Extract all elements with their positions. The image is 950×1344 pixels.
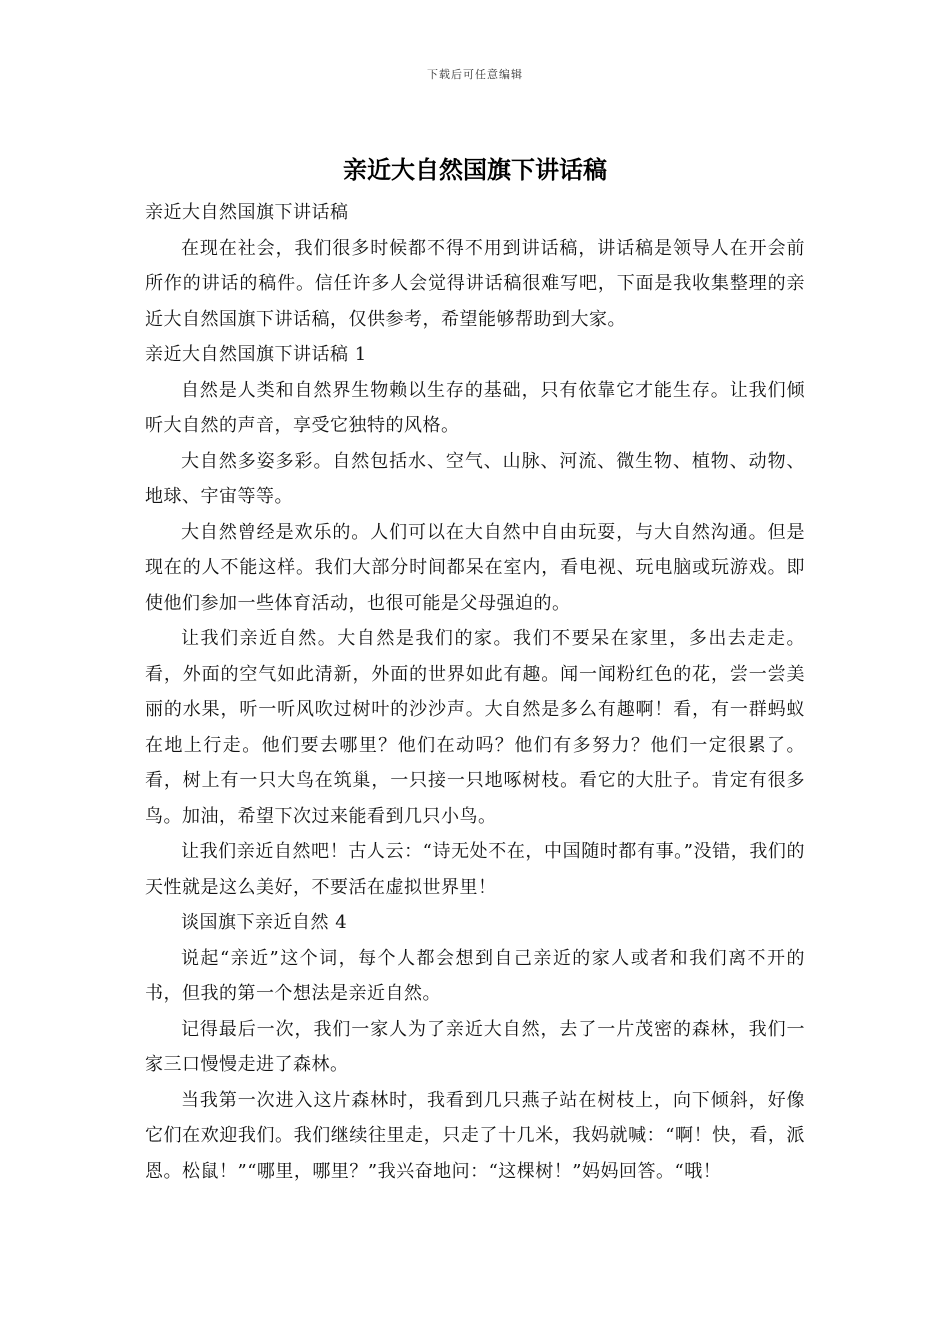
paragraph: 说起“亲近”这个词，每个人都会想到自己亲近的家人或者和我们离不开的书，但我的第一个想法是亲近自然。 [145, 947, 805, 1004]
paragraph: 让我们亲近自然。大自然是我们的家。我们不要呆在家里，多出去走走。看，外面的空气如此清新，外面的世界如此有趣。闻一闻粉红色的花，尝一尝美丽的水果，听一听风吹过树叶的沙沙声。大自然是多么有趣啊！看，有一群蚂蚁在地上行走。他们要去哪里？他们在动吗？他们有多努力？他们一定很累了。看，树上有一只大鸟在筑巢，一只接一只地啄树枝。看它的大肚子。肯定有很多鸟。加油，希望下次过来能看到几只小鸟。 [145, 628, 805, 827]
paragraph: 大自然多姿多彩。自然包括水、空气、山脉、河流、微生物、植物、动物、地球、宇宙等等。 [145, 450, 805, 507]
paragraph: 大自然曾经是欢乐的。人们可以在大自然中自由玩耍，与大自然沟通。但是现在的人不能这样。我们大部分时间都呆在室内，看电视、玩电脑或玩游戏。即使他们参加一些体育活动，也很可能是父母强迫的。 [145, 521, 805, 614]
paragraph: 自然是人类和自然界生物赖以生存的基础，只有依靠它才能生存。让我们倾听大自然的声音，享受它独特的风格。 [145, 379, 805, 436]
paragraph: 当我第一次进入这片森林时，我看到几只燕子站在树枝上，向下倾斜，好像它们在欢迎我们。我们继续往里走，只走了十几米，我妈就喊：“啊！快，看，派恩。松鼠！”“哪里，哪里？”我兴奋地问：“这棵树！”妈妈回答。“哦！ [145, 1089, 805, 1182]
intro-paragraph: 在现在社会，我们很多时候都不得不用到讲话稿，讲话稿是领导人在开会前所作的讲话的稿件。信任许多人会觉得讲话稿很难写吧，下面是我收集整理的亲近大自然国旗下讲话稿，仅供参考，希望能够帮助到大家。 [145, 237, 805, 330]
paragraph: 记得最后一次，我们一家人为了亲近大自然，去了一片茂密的森林，我们一家三口慢慢走进了森林。 [145, 1018, 805, 1075]
section-heading-4: 谈国旗下亲近自然 4 [181, 912, 348, 933]
document-body [145, 195, 805, 1189]
header-note: 下载后可任意编辑 [427, 68, 523, 81]
document-title: 亲近大自然国旗下讲话稿 [343, 156, 607, 184]
subtitle-line: 亲近大自然国旗下讲话稿 [145, 202, 349, 223]
paragraph: 让我们亲近自然吧！古人云：“诗无处不在，中国随时都有事。”没错，我们的天性就是这么美好，不要活在虚拟世界里！ [145, 841, 805, 898]
section-heading-1: 亲近大自然国旗下讲话稿 1 [145, 344, 367, 365]
